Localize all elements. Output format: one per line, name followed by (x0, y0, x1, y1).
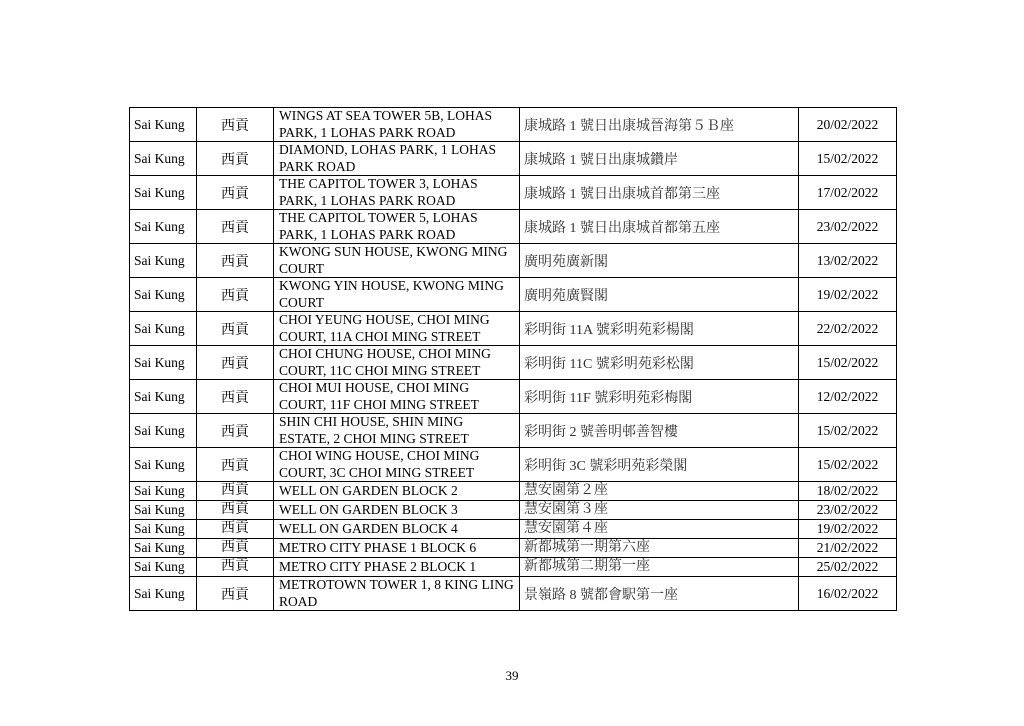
date-cell: 19/02/2022 (799, 278, 897, 312)
building-name-zh-cell: 彩明街 11A 號彩明苑彩楊閣 (520, 312, 799, 346)
district-zh-cell: 西貢 (197, 482, 274, 501)
building-list-table (129, 107, 897, 611)
district-zh-cell: 西貢 (197, 108, 274, 142)
table-row (130, 482, 897, 501)
date-cell: 15/02/2022 (799, 414, 897, 448)
building-name-en-cell: THE CAPITOL TOWER 3, LOHAS PARK, 1 LOHAS PARK ROAD (274, 176, 520, 210)
table-row (130, 278, 897, 312)
table-body (130, 108, 897, 611)
table-row (130, 558, 897, 577)
building-name-zh-cell: 彩明街 3C 號彩明苑彩榮閣 (520, 448, 799, 482)
district-zh-cell: 西貢 (197, 577, 274, 611)
building-name-en-cell: CHOI MUI HOUSE, CHOI MING COURT, 11F CHOI MING STREET (274, 380, 520, 414)
building-name-en-cell: CHOI CHUNG HOUSE, CHOI MING COURT, 11C CHOI MING STREET (274, 346, 520, 380)
district-cell: Sai Kung (130, 346, 197, 380)
building-name-en-cell: THE CAPITOL TOWER 5, LOHAS PARK, 1 LOHAS PARK ROAD (274, 210, 520, 244)
date-cell: 22/02/2022 (799, 312, 897, 346)
date-cell: 19/02/2022 (799, 520, 897, 539)
building-name-en-cell: WELL ON GARDEN BLOCK 2 (274, 482, 520, 501)
date-cell: 21/02/2022 (799, 539, 897, 558)
building-name-en-cell: WINGS AT SEA TOWER 5B, LOHAS PARK, 1 LOHAS PARK ROAD (274, 108, 520, 142)
district-zh-cell: 西貢 (197, 558, 274, 577)
date-cell: 16/02/2022 (799, 577, 897, 611)
table-row (130, 142, 897, 176)
building-name-en-cell: CHOI WING HOUSE, CHOI MING COURT, 3C CHOI MING STREET (274, 448, 520, 482)
district-zh-cell: 西貢 (197, 278, 274, 312)
table-row (130, 539, 897, 558)
date-cell: 15/02/2022 (799, 448, 897, 482)
district-cell: Sai Kung (130, 577, 197, 611)
table-row (130, 501, 897, 520)
date-cell: 18/02/2022 (799, 482, 897, 501)
table-row (130, 108, 897, 142)
table-row (130, 346, 897, 380)
table-row (130, 380, 897, 414)
table-row (130, 520, 897, 539)
district-cell: Sai Kung (130, 108, 197, 142)
building-name-zh-cell: 廣明苑廣新閣 (520, 244, 799, 278)
date-cell: 23/02/2022 (799, 501, 897, 520)
building-name-en-cell: SHIN CHI HOUSE, SHIN MING ESTATE, 2 CHOI MING STREET (274, 414, 520, 448)
district-zh-cell: 西貢 (197, 210, 274, 244)
building-name-zh-cell: 慧安園第４座 (520, 520, 799, 539)
table-row (130, 448, 897, 482)
building-name-zh-cell: 廣明苑廣賢閣 (520, 278, 799, 312)
district-cell: Sai Kung (130, 210, 197, 244)
district-zh-cell: 西貢 (197, 380, 274, 414)
building-name-zh-cell: 彩明街 11F 號彩明苑彩梅閣 (520, 380, 799, 414)
date-cell: 20/02/2022 (799, 108, 897, 142)
date-cell: 17/02/2022 (799, 176, 897, 210)
building-name-zh-cell: 景嶺路 8 號都會駅第一座 (520, 577, 799, 611)
building-name-en-cell: DIAMOND, LOHAS PARK, 1 LOHAS PARK ROAD (274, 142, 520, 176)
district-zh-cell: 西貢 (197, 501, 274, 520)
building-name-zh-cell: 康城路 1 號日出康城鑽岸 (520, 142, 799, 176)
district-cell: Sai Kung (130, 142, 197, 176)
building-name-zh-cell: 新都城第一期第六座 (520, 539, 799, 558)
building-name-zh-cell: 彩明街 2 號善明邨善智樓 (520, 414, 799, 448)
building-name-zh-cell: 慧安園第２座 (520, 482, 799, 501)
building-name-zh-cell: 康城路 1 號日出康城首都第三座 (520, 176, 799, 210)
building-name-en-cell: CHOI YEUNG HOUSE, CHOI MING COURT, 11A CHOI MING STREET (274, 312, 520, 346)
district-zh-cell: 西貢 (197, 244, 274, 278)
building-name-en-cell: WELL ON GARDEN BLOCK 4 (274, 520, 520, 539)
district-cell: Sai Kung (130, 176, 197, 210)
table-row (130, 176, 897, 210)
district-cell: Sai Kung (130, 278, 197, 312)
district-cell: Sai Kung (130, 312, 197, 346)
district-zh-cell: 西貢 (197, 312, 274, 346)
district-cell: Sai Kung (130, 520, 197, 539)
building-name-en-cell: WELL ON GARDEN BLOCK 3 (274, 501, 520, 520)
district-zh-cell: 西貢 (197, 448, 274, 482)
building-name-en-cell: METROTOWN TOWER 1, 8 KING LING ROAD (274, 577, 520, 611)
building-name-en-cell: KWONG YIN HOUSE, KWONG MING COURT (274, 278, 520, 312)
table-row (130, 414, 897, 448)
district-zh-cell: 西貢 (197, 539, 274, 558)
date-cell: 25/02/2022 (799, 558, 897, 577)
district-cell: Sai Kung (130, 482, 197, 501)
table-row (130, 577, 897, 611)
building-name-zh-cell: 康城路 1 號日出康城晉海第５Ｂ座 (520, 108, 799, 142)
district-cell: Sai Kung (130, 380, 197, 414)
district-zh-cell: 西貢 (197, 346, 274, 380)
date-cell: 12/02/2022 (799, 380, 897, 414)
date-cell: 13/02/2022 (799, 244, 897, 278)
building-name-zh-cell: 彩明街 11C 號彩明苑彩松閣 (520, 346, 799, 380)
district-cell: Sai Kung (130, 414, 197, 448)
table-row (130, 312, 897, 346)
district-zh-cell: 西貢 (197, 142, 274, 176)
district-zh-cell: 西貢 (197, 520, 274, 539)
date-cell: 23/02/2022 (799, 210, 897, 244)
district-zh-cell: 西貢 (197, 176, 274, 210)
district-cell: Sai Kung (130, 558, 197, 577)
district-cell: Sai Kung (130, 448, 197, 482)
building-name-zh-cell: 慧安園第３座 (520, 501, 799, 520)
building-name-zh-cell: 新都城第二期第一座 (520, 558, 799, 577)
building-name-en-cell: METRO CITY PHASE 1 BLOCK 6 (274, 539, 520, 558)
district-cell: Sai Kung (130, 539, 197, 558)
district-cell: Sai Kung (130, 501, 197, 520)
date-cell: 15/02/2022 (799, 142, 897, 176)
table-row (130, 244, 897, 278)
page-number: 39 (505, 668, 519, 683)
building-name-en-cell: METRO CITY PHASE 2 BLOCK 1 (274, 558, 520, 577)
district-cell: Sai Kung (130, 244, 197, 278)
district-zh-cell: 西貢 (197, 414, 274, 448)
building-name-en-cell: KWONG SUN HOUSE, KWONG MING COURT (274, 244, 520, 278)
date-cell: 15/02/2022 (799, 346, 897, 380)
building-name-zh-cell: 康城路 1 號日出康城首都第五座 (520, 210, 799, 244)
table-row (130, 210, 897, 244)
